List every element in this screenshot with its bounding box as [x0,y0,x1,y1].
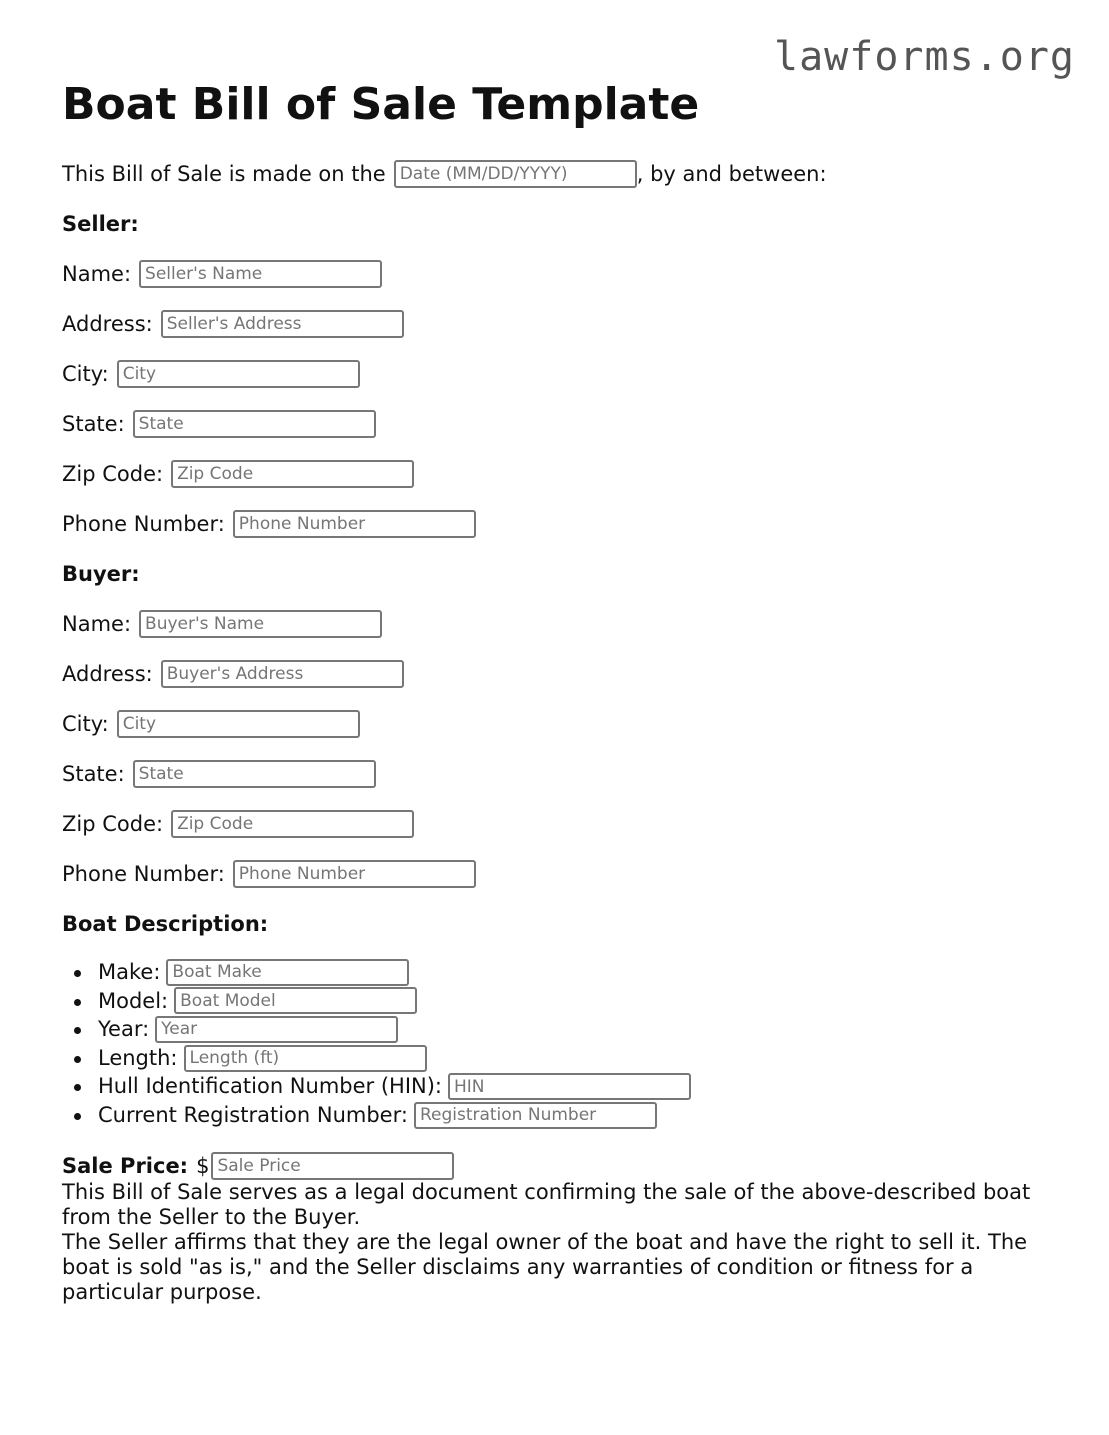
intro-text-before: This Bill of Sale is made on the [62,162,386,186]
boat-make-input[interactable] [166,959,409,986]
list-item [98,958,1062,987]
seller-name-input[interactable] [139,260,382,288]
boat-description-heading: Boat Description: [62,912,269,936]
buyer-address-input[interactable] [161,660,404,688]
seller-zip-input[interactable] [171,460,414,488]
boat-length-label: Length: [98,1045,178,1070]
sale-price-input[interactable] [211,1152,454,1180]
buyer-phone-row [62,860,1062,888]
sale-price-label: Sale Price: [62,1153,189,1178]
buyer-zip-row [62,810,1062,838]
boat-model-label: Model: [98,988,169,1013]
buyer-state-label: State: [62,762,125,786]
seller-name-row [62,260,1062,288]
intro-line [62,160,1062,188]
list-item [98,987,1062,1016]
seller-address-label: Address: [62,312,153,336]
seller-phone-label: Phone Number: [62,512,225,536]
boat-description-list [62,958,1062,1130]
list-item [98,1072,1062,1101]
seller-heading: Seller: [62,212,139,236]
buyer-phone-input[interactable] [233,860,476,888]
boat-model-input[interactable] [174,987,417,1014]
watermark: lawforms.org [774,34,1075,80]
buyer-city-label: City: [62,712,109,736]
buyer-heading: Buyer: [62,562,140,586]
sale-price-row [62,1152,1062,1180]
boat-year-label: Year: [98,1017,150,1042]
buyer-zip-input[interactable] [171,810,414,838]
boat-hin-input[interactable] [448,1073,691,1100]
buyer-name-input[interactable] [139,610,382,638]
seller-state-label: State: [62,412,125,436]
seller-state-row [62,410,1062,438]
list-item [98,1101,1062,1130]
currency-symbol: $ [196,1153,210,1178]
seller-city-row [62,360,1062,388]
seller-phone-input[interactable] [233,510,476,538]
boat-hin-label: Hull Identification Number (HIN): [98,1074,442,1099]
buyer-city-input[interactable] [117,710,360,738]
page-title: Boat Bill of Sale Template [62,79,700,130]
buyer-address-label: Address: [62,662,153,686]
boat-year-input[interactable] [155,1016,398,1043]
seller-address-row [62,310,1062,338]
document-body [62,78,1062,1305]
seller-address-input[interactable] [161,310,404,338]
seller-zip-row [62,460,1062,488]
legal-paragraph-1: This Bill of Sale serves as a legal document confirming the sale of the above-described boat from the Seller to the Buyer. [62,1179,1031,1229]
buyer-zip-label: Zip Code: [62,812,164,836]
buyer-state-row [62,760,1062,788]
boat-registration-label: Current Registration Number: [98,1102,408,1127]
seller-name-label: Name: [62,262,132,286]
seller-state-input[interactable] [133,410,376,438]
list-item [98,1015,1062,1044]
date-input[interactable] [394,160,637,188]
buyer-state-input[interactable] [133,760,376,788]
buyer-name-row [62,610,1062,638]
seller-city-label: City: [62,362,109,386]
legal-paragraph-2: The Seller affirms that they are the legal owner of the boat and have the right to sell it. The boat is sold "as is," and the Seller disclaims any warranties of condition or fitness for a particular purpose. [62,1229,1028,1304]
seller-city-input[interactable] [117,360,360,388]
buyer-name-label: Name: [62,612,132,636]
buyer-phone-label: Phone Number: [62,862,225,886]
boat-make-label: Make: [98,960,161,984]
buyer-address-row [62,660,1062,688]
seller-zip-label: Zip Code: [62,462,164,486]
buyer-city-row [62,710,1062,738]
boat-registration-input[interactable] [414,1102,657,1129]
seller-phone-row [62,510,1062,538]
intro-text-after: , by and between: [636,162,827,186]
list-item [98,1044,1062,1073]
boat-length-input[interactable] [184,1045,427,1072]
